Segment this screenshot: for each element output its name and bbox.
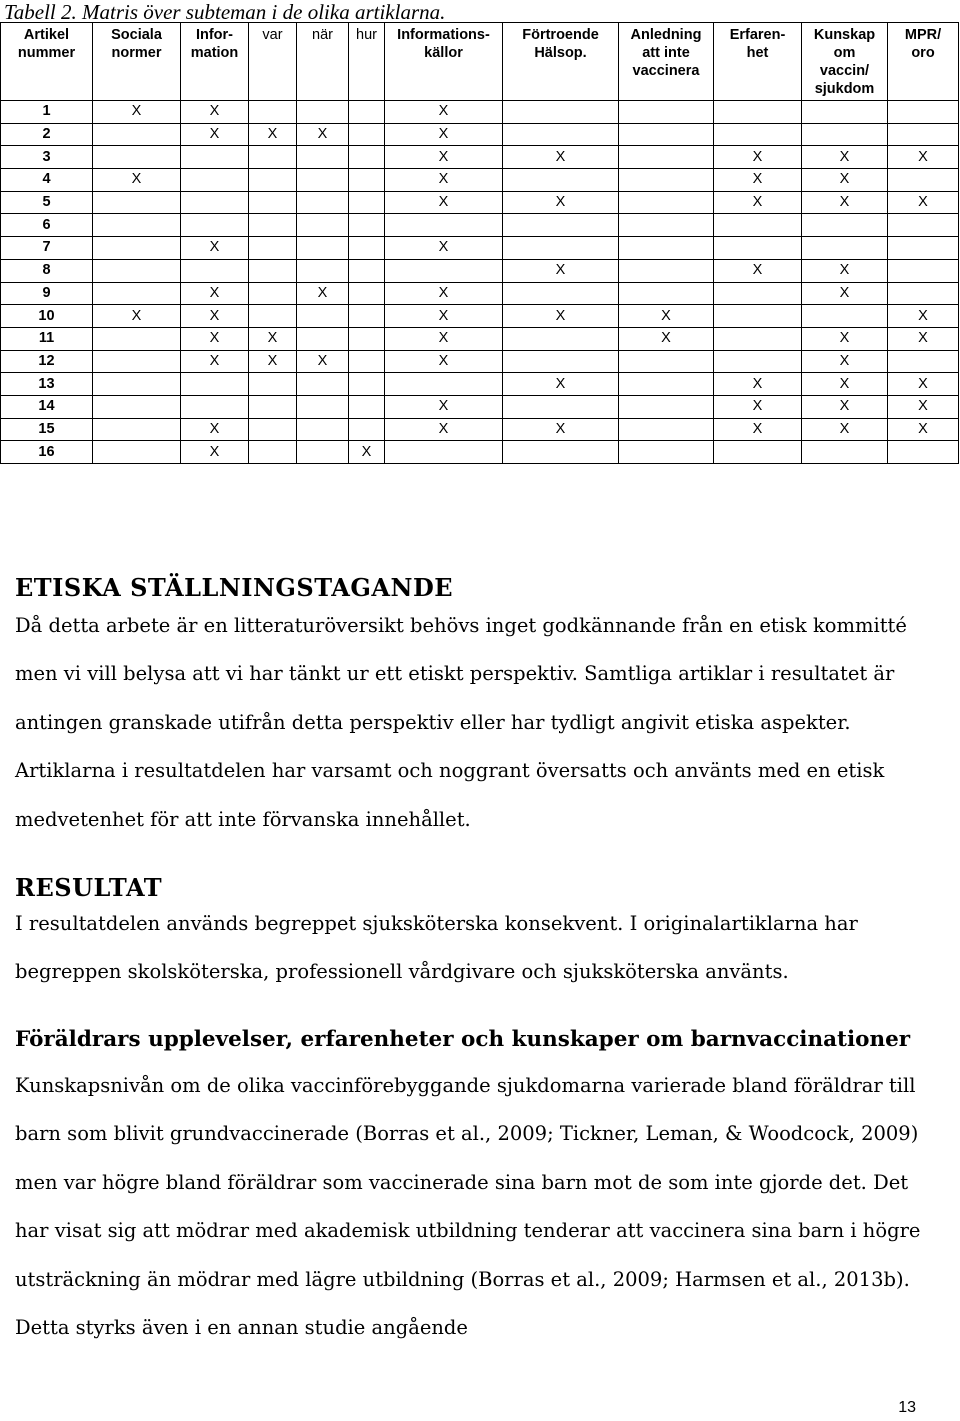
matrix-cell: X [249,123,297,146]
matrix-cell [297,395,349,418]
matrix-cell [349,327,385,350]
column-header-line: Infor- [195,27,234,43]
matrix-cell [93,327,181,350]
article-number-cell: 13 [1,373,93,396]
matrix-cell: X [888,191,959,214]
results-heading: RESULTAT [15,873,163,902]
matrix-cell [503,282,619,305]
matrix-cell [619,191,714,214]
matrix-cell: X [503,305,619,328]
article-number-cell: 14 [1,395,93,418]
matrix-cell: X [714,373,802,396]
matrix-cell [349,373,385,396]
column-header [349,23,385,101]
column-header [714,23,802,101]
matrix-cell [619,418,714,441]
matrix-cell [93,214,181,237]
matrix-cell [503,350,619,373]
matrix-cell [297,101,349,124]
matrix-cell: X [888,395,959,418]
parents-subheading: Föräldrars upplevelser, erfarenheter och kunskaper om barnvaccinationer [15,1027,911,1052]
matrix-cell: X [619,327,714,350]
column-header [888,23,959,101]
matrix-cell: X [714,146,802,169]
matrix-cell [888,237,959,260]
matrix-cell [619,350,714,373]
matrix-cell [619,237,714,260]
column-header [385,23,503,101]
matrix-cell [619,373,714,396]
matrix-cell [349,305,385,328]
column-header-line: vaccinera [632,63,700,79]
column-header-line: var [262,27,283,43]
table-row [1,214,959,237]
matrix-cell [714,327,802,350]
matrix-cell: X [802,169,888,192]
table-header-row [1,23,959,101]
matrix-cell [619,214,714,237]
matrix-cell [249,373,297,396]
column-header-line: normer [111,45,162,61]
matrix-cell [297,146,349,169]
matrix-cell: X [714,259,802,282]
matrix-cell: X [385,169,503,192]
matrix-cell [181,214,249,237]
table-row [1,146,959,169]
column-header-line: vaccin/ [819,63,870,79]
table-row [1,441,959,464]
column-header [1,23,93,101]
column-header-line: Hälsop. [534,45,587,61]
article-number-cell: 12 [1,350,93,373]
matrix-cell: X [888,418,959,441]
matrix-cell [714,123,802,146]
table-row [1,123,959,146]
matrix-cell: X [93,305,181,328]
table-row [1,282,959,305]
matrix-cell: X [93,169,181,192]
matrix-cell: X [385,146,503,169]
table-row [1,305,959,328]
matrix-cell: X [385,282,503,305]
matrix-cell [93,237,181,260]
matrix-cell: X [181,350,249,373]
matrix-cell [503,327,619,350]
page-number: 13 [898,1399,916,1416]
matrix-cell [93,418,181,441]
matrix-cell: X [802,282,888,305]
matrix-cell [619,101,714,124]
matrix-cell [249,395,297,418]
column-header-line: Anledning [630,27,702,43]
matrix-cell: X [619,305,714,328]
article-number-cell: 3 [1,146,93,169]
matrix-cell [888,101,959,124]
article-number-cell: 1 [1,101,93,124]
matrix-cell: X [714,395,802,418]
matrix-cell [619,282,714,305]
column-header-line: het [746,45,769,61]
parents-paragraph: Kunskapsnivån om de olika vaccinförebyggande sjukdomarna varierade bland föräldrar till barn som blivit grundvaccinerade (Borras et al., 2009; Tickner, Leman, & Woodcock, 2009) men var högre bland föräldrar som vaccinerade sina barn mot de som inte gjorde det. Det har visat sig att mödrar med akademisk utbildning tenderar att vaccinera sina barn i högre utsträckning än mödrar med lägre utbildning (Borras et al., 2009; Harmsen et al., 2013b). Detta styrks även i en annan studie angående [15,1074,921,1340]
matrix-cell: X [385,191,503,214]
matrix-cell [888,214,959,237]
column-header-line: nummer [17,45,76,61]
matrix-cell [249,191,297,214]
matrix-cell [714,441,802,464]
column-header [619,23,714,101]
matrix-cell [888,282,959,305]
matrix-cell [349,169,385,192]
matrix-cell [297,169,349,192]
article-number-cell: 4 [1,169,93,192]
matrix-cell [619,146,714,169]
matrix-cell [385,441,503,464]
matrix-cell [503,395,619,418]
matrix-cell: X [802,259,888,282]
matrix-cell [249,237,297,260]
matrix-cell [181,169,249,192]
column-header [181,23,249,101]
matrix-cell [297,191,349,214]
matrix-cell: X [385,237,503,260]
matrix-cell: X [181,441,249,464]
column-header-line: källor [424,45,463,61]
matrix-cell [349,259,385,282]
matrix-cell [888,259,959,282]
matrix-cell [93,146,181,169]
matrix-cell [802,305,888,328]
article-number-cell: 11 [1,327,93,350]
matrix-cell [181,373,249,396]
matrix-cell [249,146,297,169]
column-header-line: Informations- [397,27,490,43]
matrix-cell: X [181,282,249,305]
matrix-cell: X [385,305,503,328]
matrix-cell [297,237,349,260]
matrix-cell [181,395,249,418]
matrix-cell [93,350,181,373]
table-row [1,191,959,214]
matrix-cell: X [249,327,297,350]
matrix-cell [714,350,802,373]
column-header [503,23,619,101]
table-row [1,395,959,418]
matrix-cell: X [297,350,349,373]
matrix-cell: X [249,350,297,373]
subtheme-matrix-table [0,22,959,464]
matrix-cell [619,169,714,192]
matrix-cell [888,123,959,146]
matrix-cell: X [297,123,349,146]
matrix-cell: X [802,395,888,418]
column-header-line: Förtroende [522,27,599,43]
matrix-cell: X [181,237,249,260]
matrix-cell: X [802,418,888,441]
matrix-cell: X [181,327,249,350]
article-number-cell: 9 [1,282,93,305]
matrix-cell [93,395,181,418]
matrix-cell [349,101,385,124]
column-header-line: mation [190,45,239,61]
matrix-cell [249,305,297,328]
matrix-cell: X [385,327,503,350]
column-header-line: om [833,45,856,61]
matrix-cell [802,441,888,464]
article-number-cell: 10 [1,305,93,328]
matrix-cell [714,214,802,237]
matrix-cell [349,350,385,373]
matrix-cell [503,214,619,237]
ethics-paragraph: Då detta arbete är en litteraturöversikt behövs inget godkännande från en etisk kommitté men vi vill belysa att vi har tänkt ur ett etiskt perspektiv. Samtliga artiklar i resultatet är antingen granskade utifrån detta perspektiv eller har tydligt angivit etiska aspekter. Artiklarna i resultatdelen har varsamt och noggrant översatts och använts med en etisk medvetenhet för att inte förvanska innehållet. [15,614,907,831]
matrix-cell: X [888,327,959,350]
matrix-cell: X [888,373,959,396]
matrix-cell [297,327,349,350]
column-header-line: hur [356,27,377,43]
table-row [1,101,959,124]
matrix-cell [385,373,503,396]
matrix-cell [297,441,349,464]
matrix-cell: X [802,350,888,373]
matrix-cell: X [714,418,802,441]
column-header-line: MPR/ [904,27,942,43]
matrix-cell [297,259,349,282]
matrix-cell [714,282,802,305]
matrix-cell: X [503,418,619,441]
matrix-cell: X [349,441,385,464]
matrix-cell [619,395,714,418]
matrix-cell [249,441,297,464]
table-row [1,259,959,282]
matrix-cell: X [181,123,249,146]
table-row [1,237,959,260]
matrix-cell [93,191,181,214]
matrix-cell [297,373,349,396]
matrix-cell [619,123,714,146]
matrix-cell [297,305,349,328]
matrix-cell: X [503,373,619,396]
column-header-line: Artikel [23,27,70,43]
column-header [297,23,349,101]
matrix-cell [349,214,385,237]
matrix-cell [249,282,297,305]
matrix-cell: X [802,373,888,396]
matrix-cell [714,237,802,260]
matrix-cell [503,441,619,464]
matrix-cell [249,214,297,237]
matrix-cell: X [181,418,249,441]
matrix-cell [249,259,297,282]
matrix-cell: X [714,169,802,192]
article-number-cell: 16 [1,441,93,464]
column-header-line: Kunskap [813,27,876,43]
matrix-cell [349,237,385,260]
article-number-cell: 8 [1,259,93,282]
column-header-line: Erfaren- [729,27,786,43]
matrix-cell: X [802,146,888,169]
matrix-cell [181,146,249,169]
matrix-cell: X [181,101,249,124]
matrix-cell [93,441,181,464]
matrix-cell: X [181,305,249,328]
matrix-cell: X [888,305,959,328]
matrix-cell [802,214,888,237]
matrix-cell [802,123,888,146]
matrix-cell [888,169,959,192]
matrix-cell: X [93,101,181,124]
matrix-cell [385,259,503,282]
results-paragraph: I resultatdelen används begreppet sjuksköterska konsekvent. I originalartiklarna har begreppen skolsköterska, professionell vårdgivare och sjuksköterska använts. [15,912,858,984]
matrix-cell [503,237,619,260]
matrix-cell: X [802,191,888,214]
matrix-cell: X [385,350,503,373]
matrix-cell: X [802,327,888,350]
matrix-cell: X [503,191,619,214]
table-row [1,327,959,350]
column-header-line: sjukdom [814,81,875,97]
column-header-line: Sociala [111,27,162,43]
matrix-cell: X [888,146,959,169]
matrix-cell: X [385,395,503,418]
column-header-line: oro [911,45,935,61]
matrix-cell [888,350,959,373]
ethics-heading: ETISKA STÄLLNINGSTAGANDE [15,573,454,602]
matrix-cell [249,418,297,441]
matrix-cell [297,418,349,441]
matrix-cell [619,259,714,282]
matrix-cell [888,441,959,464]
matrix-cell: X [503,146,619,169]
column-header-line: när [312,27,333,43]
matrix-cell [181,259,249,282]
matrix-cell: X [385,123,503,146]
column-header [93,23,181,101]
matrix-cell [297,214,349,237]
matrix-cell [349,123,385,146]
table-caption: Tabell 2. Matris över subteman i de olika artiklarna. [4,0,446,24]
matrix-cell [249,169,297,192]
table-row [1,350,959,373]
matrix-cell [93,259,181,282]
matrix-cell [802,101,888,124]
table-row [1,418,959,441]
matrix-cell [503,169,619,192]
matrix-cell: X [297,282,349,305]
column-header [802,23,888,101]
matrix-cell [349,146,385,169]
matrix-cell [619,441,714,464]
matrix-cell: X [385,101,503,124]
table-row [1,169,959,192]
column-header-line: att inte [642,45,690,61]
matrix-cell: X [385,418,503,441]
matrix-cell [349,191,385,214]
article-number-cell: 6 [1,214,93,237]
matrix-cell [181,191,249,214]
matrix-cell: X [714,191,802,214]
matrix-cell [349,418,385,441]
matrix-cell [93,123,181,146]
matrix-cell [93,373,181,396]
matrix-cell [714,101,802,124]
matrix-cell [503,123,619,146]
matrix-cell [714,305,802,328]
column-header [249,23,297,101]
matrix-cell [93,282,181,305]
matrix-cell: X [503,259,619,282]
matrix-cell [349,395,385,418]
article-number-cell: 2 [1,123,93,146]
matrix-cell [503,101,619,124]
matrix-cell [249,101,297,124]
article-number-cell: 15 [1,418,93,441]
matrix-cell [349,282,385,305]
matrix-cell [385,214,503,237]
table-row [1,373,959,396]
matrix-cell [802,237,888,260]
article-number-cell: 7 [1,237,93,260]
article-number-cell: 5 [1,191,93,214]
